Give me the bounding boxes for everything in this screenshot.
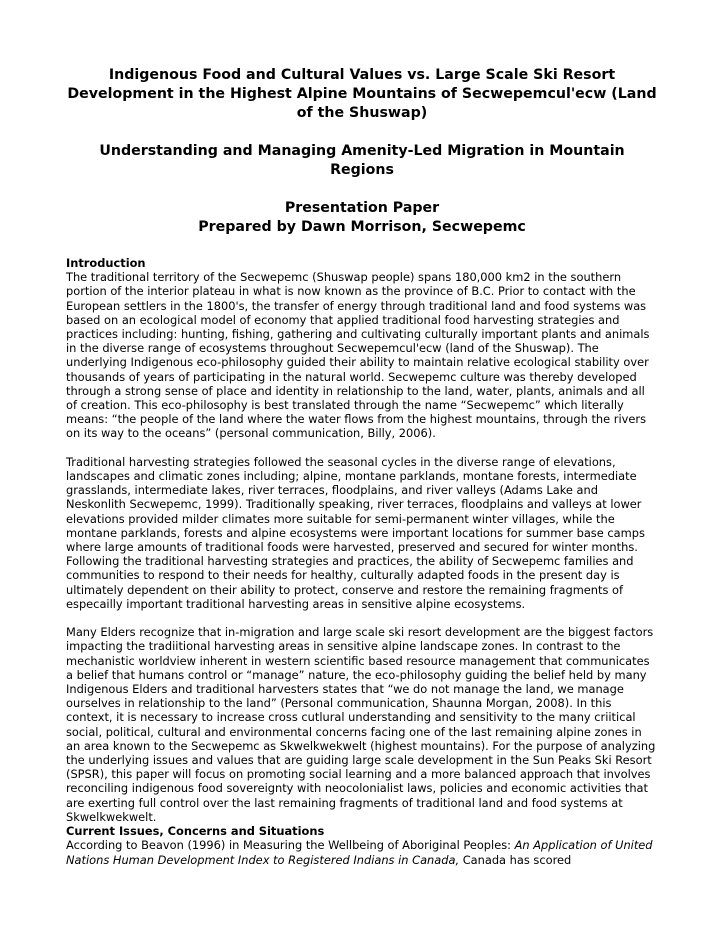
document-title: Indigenous Food and Cultural Values vs. Large Scale Ski Resort Development in the Highest Alpine Mountains of Secwepemcul'ecw (Land of the Shuswap) [67,67,657,121]
paragraph-gap [66,611,658,625]
document-subtitle: Understanding and Managing Amenity-Led Migration in Mountain Regions [99,143,625,178]
author-line: Prepared by Dawn Morrison, Secwepemc [198,219,526,235]
introduction-heading: Introduction [66,256,146,270]
introduction-paragraph-1: The traditional territory of the Secwepemc (Shuswap people) spans 180,000 km2 in the southern portion of the interior plateau in what is now known as the province of B.C. Prior to contact with the European settlers in the 1800's, the transfer of energy through traditional land and food systems was based on an ecological model of economy that applied traditional food harvesting strategies and practices including: hunting, fishing, gathering and cultivating culturally important plants and animals in the diverse range of ecosystems throughout Secwepemcul'ecw (land of the Shuswap). The underlying Indigenous eco-philosophy guided their ability to maintain relative ecological stability over thousands of years of participating in the natural world. Secwepemc culture was thereby developed through a strong sense of place and identity in relationship to the land, water, plants, animals and all of creation. This eco-philosophy is best translated through the name “Secwepemc” which literally means: “the people of the land where the water flows from the highest mountains, through the rivers on its way to the oceans” (personal communication, Billy, 2006). [66,270,650,441]
document-body [66,256,658,867]
current-issues-publication-title: An Application of United Nations Human Development Index to Registered Indians in Canada, [66,838,653,867]
presentation-block [66,199,658,237]
current-issues-paragraph [66,838,658,866]
current-issues-text-end: Canada has scored [459,852,572,867]
paragraph-gap [66,441,658,455]
current-issues-text-start: According to Beavon (1996) in Measuring the Wellbeing of Aboriginal Peoples: [66,838,515,853]
current-issues-heading: Current Issues, Concerns and Situations [66,824,325,839]
introduction-paragraph-3: Many Elders recognize that in-migration and large scale ski resort development are the biggest factors impacting the tradiitional harvesting areas in sensitive alpine landscape zones. In contrast to the mechanistic worldview inherent in western scientific based resource management that communicates a belief that humans control or “manage” nature, the eco-philosophy guiding the belief held by many Indigenous Elders and traditional harvesters states that “we do not manage the land, we manage ourselves in relationship to the land” (Personal communication, Shaunna Morgan, 2008). In this context, it is necessary to increase cross cutlural understanding and sensitivity to the many criitical social, political, cultural and environmental concerns facing one of the last remaining alpine zones in an area known to the Secwepemc as Skwelkwekwelt (highest mountains). For the purpose of analyzing the underlying issues and values that are guiding large scale development in the Sun Peaks Ski Resort (SPSR), this paper will focus on promoting social learning and a more balanced approach that involves reconciling indigenous food sovereignty with neocolonialist laws, policies and economic activities that are exerting full control over the last remaining fragments of traditional land and food systems at Skwelkwekwelt. [66,625,656,824]
introduction-paragraph-2: Traditional harvesting strategies followed the seasonal cycles in the diverse range of elevations, landscapes and climatic zones including; alpine, montane parklands, montane forests, intermediate grasslands, intermediate lakes, river terraces, floodplains, and river valleys (Adams Lake and Neskonlith Secwepemc, 1999). Traditionally speaking, river terraces, floodplains and valleys at lower elevations provided milder climates more suitable for semi-permanent winter villages, while the montane parklands, forests and alpine ecosystems were important locations for summer base camps where large amounts of traditional foods were harvested, preserved and secured for winter months. Following the traditional harvesting strategies and practices, the ability of Secwepemc families and communities to respond to their needs for healthy, culturally adapted foods in the present day is ultimately dependent on their ability to protect, conserve and restore the remaining fragments of especailly important traditional harvesting areas in sensitive alpine ecosystems. [66,454,645,611]
presentation-label: Presentation Paper [284,200,440,216]
